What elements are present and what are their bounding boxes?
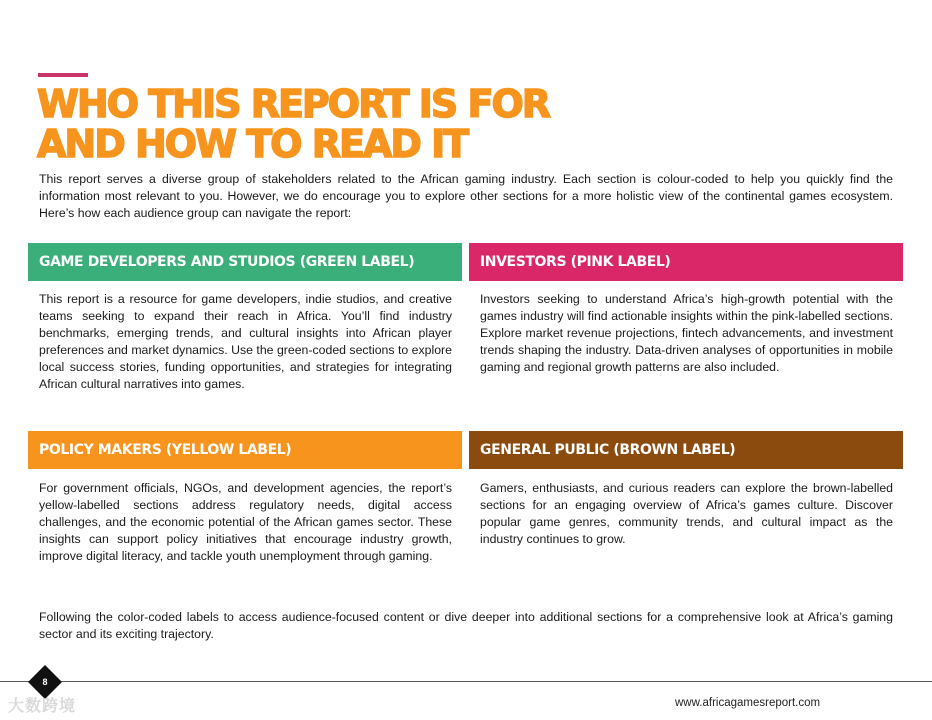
page-title-line-1: WHO THIS REPORT IS FOR [37,82,550,126]
page-title-line-2: AND HOW TO READ IT [37,122,468,166]
body-game-developers: This report is a resource for game developers, indie studios, and creative teams seeking to expand their reach in Africa. You’ll find industry benchmarks, emerging trends, and cultural insights into African player preferences and market dynamics. Use the green-coded sections to explore local success stories, funding opportunities, and strategies for integrating African cultural narratives into games. [39,292,452,391]
intro-paragraph: This report serves a diverse group of stakeholders related to the African gaming industry. Each section is colour-coded to help you quickly find the information most relevant to you. However, we do encourage you to explore other sections for a more holistic view of the continental games ecosystem. Here’s how each audience group can navigate the report: [39,172,893,220]
body-general-public: Gamers, enthusiasts, and curious readers can explore the brown-labelled sections for an engaging overview of Africa’s games culture. Discover popular game genres, community trends, and cultural impact as the industry continues to grow. [480,481,893,546]
label-investors: INVESTORS (PINK LABEL) [469,243,903,281]
label-policy-makers: POLICY MAKERS (YELLOW LABEL) [28,431,462,469]
footer-url: www.africagamesreport.com [675,697,821,709]
page-number: 8 [42,677,48,687]
body-policy-makers: For government officials, NGOs, and development agencies, the report’s yellow-labelled sections address regulatory needs, digital access challenges, and the economic potential of the African games sector. These insights can support policy initiatives that encourage industry growth, improve digital literacy, and tackle youth unemployment through gaming. [39,481,452,563]
title-accent-bar [38,73,88,77]
label-game-developers: GAME DEVELOPERS AND STUDIOS (GREEN LABEL) [28,243,462,281]
label-general-public: GENERAL PUBLIC (BROWN LABEL) [469,431,903,469]
page-title [37,84,549,164]
body-investors: Investors seeking to understand Africa’s high-growth potential with the games industry will find actionable insights within the pink-labelled sections. Explore market revenue projections, fintech advancements, and investment trends shaping the industry. Data-driven analyses of opportunities in mobile gaming and regional growth patterns are also included. [480,292,893,374]
watermark: 大数跨境 [8,698,77,715]
footer-divider [0,681,932,682]
closing-paragraph: Following the color-coded labels to access audience-focused content or dive deeper into additional sections for a comprehensive look at Africa’s gaming sector and its exciting trajectory. [39,610,893,641]
